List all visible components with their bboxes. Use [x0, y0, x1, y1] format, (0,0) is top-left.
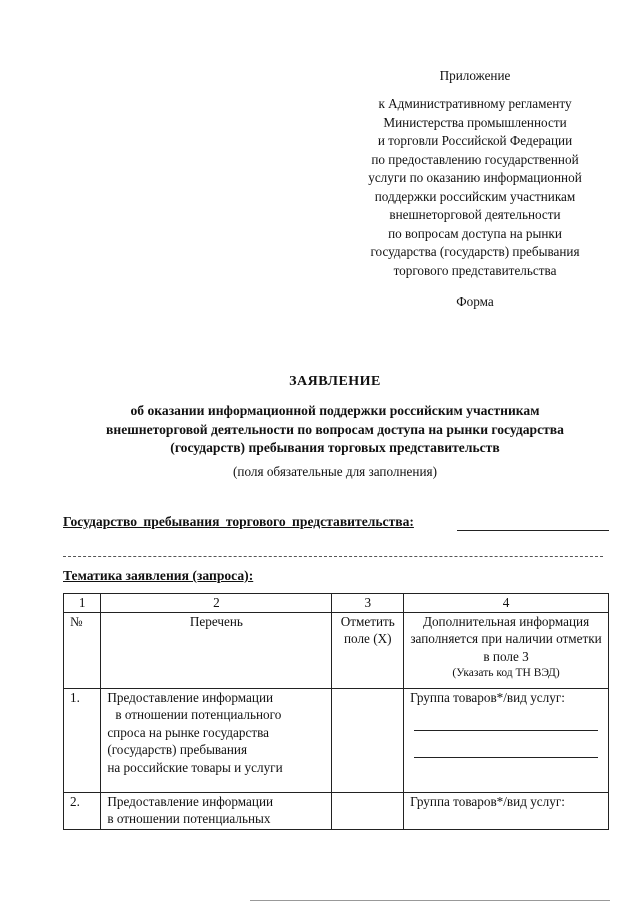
subtitle-line: (государств) пребывания торговых представительств — [170, 440, 500, 455]
page-bottom-rule — [250, 900, 610, 901]
appendix-title: Приложение — [439, 68, 511, 83]
appendix-line: Министерства промышленности — [383, 114, 567, 130]
appendix-line: по предоставлению государственной — [371, 151, 579, 167]
row-description-line: Предоставление информации — [107, 689, 274, 705]
row-description-line: в отношении потенциального — [115, 707, 282, 722]
appendix-line: и торговли Российской Федерации — [377, 133, 573, 148]
row-description-line: на российские товары и услуги — [107, 759, 283, 775]
country-label: Государство пребывания торгового представительства: — [63, 514, 414, 529]
appendix-lines — [340, 95, 610, 280]
subtitle-line: об оказании информационной поддержки российским участникам — [130, 403, 540, 418]
table-row — [64, 792, 609, 829]
goods-input-line[interactable] — [414, 757, 598, 758]
row-mark-cell[interactable] — [332, 792, 404, 829]
header-extra-text: Дополнительная информация заполняется при наличии отметки в поле 3 — [410, 613, 602, 664]
row-description-line: Предоставление информации — [107, 793, 274, 809]
row-description-line: в отношении потенциальных — [107, 811, 271, 826]
row-number: 1. — [64, 688, 101, 792]
appendix-line: внешнеторговой деятельности — [389, 207, 561, 222]
country-continuation-line[interactable] — [63, 556, 603, 557]
header-list: Перечень — [101, 612, 332, 688]
subtitle-line: внешнеторговой деятельности по вопросам доступа на рынки государства — [106, 421, 564, 437]
country-input-line[interactable] — [457, 530, 609, 531]
row-description — [101, 792, 332, 829]
appendix-line: торгового представительства — [393, 262, 557, 278]
table-header-row — [64, 612, 609, 688]
column-number-row — [64, 594, 609, 613]
form-label: Форма — [456, 294, 494, 309]
row-description-line: (государств) пребывания — [107, 742, 248, 757]
appendix-line: к Административному регламенту — [378, 96, 572, 111]
table-row — [64, 688, 609, 792]
goods-group-label: Группа товаров*/вид услуг: — [410, 689, 565, 705]
header-mark: Отметить поле (X) — [332, 612, 404, 688]
column-number: 1 — [64, 594, 101, 613]
required-fields-note: (поля обязательные для заполнения) — [233, 464, 437, 479]
topic-label: Тематика заявления (запроса): — [63, 568, 254, 583]
appendix-line: услуги по оказанию информационной — [368, 170, 582, 185]
header-no: № — [64, 612, 101, 688]
row-description-line: спроса на рынке государства — [107, 724, 269, 740]
column-number: 3 — [332, 594, 404, 613]
header-extra-hint: (Указать код ТН ВЭД) — [452, 667, 560, 679]
document-subtitle — [40, 402, 630, 458]
header-extra — [404, 612, 609, 688]
row-number: 2. — [64, 792, 101, 829]
appendix-line: поддержки российским участникам — [374, 188, 576, 204]
row-extra-cell[interactable] — [404, 688, 609, 792]
column-number: 2 — [101, 594, 332, 613]
appendix-line: государства (государств) пребывания — [370, 244, 580, 259]
goods-input-line[interactable] — [414, 730, 598, 731]
row-extra-cell[interactable] — [404, 792, 609, 829]
request-topics-table — [63, 593, 609, 830]
column-number: 4 — [404, 594, 609, 613]
document-title: ЗАЯВЛЕНИЕ — [289, 374, 381, 389]
row-description — [101, 688, 332, 792]
goods-group-label: Группа товаров*/вид услуг: — [410, 793, 565, 809]
appendix-line: по вопросам доступа на рынки — [388, 225, 562, 241]
row-mark-cell[interactable] — [332, 688, 404, 792]
